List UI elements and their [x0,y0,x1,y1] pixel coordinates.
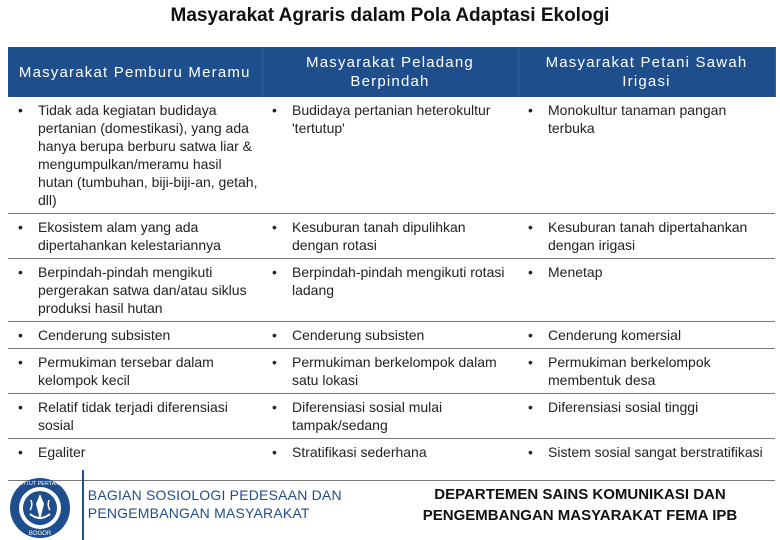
header-peladang-berpindah: Masyarakat Peladang Berpindah [262,47,518,97]
table-row [8,214,775,259]
ipb-seal-icon [0,470,82,540]
footer-divider [82,470,84,540]
svg-text:INSTITUT PERTANIAN: INSTITUT PERTANIAN [11,481,69,487]
table-cell: • Permukiman berkelompok dalam satu lokasi [266,353,514,389]
bullet-icon: • [18,354,23,370]
bullet-icon: • [18,264,23,280]
footer-department-text: BAGIAN SOSIOLOGI PEDESAAN DAN PENGEMBANGAN MASYARAKAT [87,487,342,521]
svg-text:BOGOR: BOGOR [28,531,52,537]
footer-faculty-text: DEPARTEMEN SAINS KOMUNIKASI DAN PENGEMBANGAN MASYARAKAT FEMA IPB [422,486,738,524]
page-title: Masyarakat Agraris dalam Pola Adaptasi Ekologi [170,5,610,26]
bullet-icon: • [528,327,533,343]
table-cell: • Diferensiasi sosial tinggi [522,398,771,416]
table-cell: • Kesuburan tanah dipulihkan dengan rotasi [266,218,514,254]
table-cell: • Berpindah-pindah mengikuti rotasi ladang [266,263,514,299]
bullet-icon: • [18,327,23,343]
bullet-icon: • [272,399,277,415]
bullet-icon: • [528,354,533,370]
table-header-row [8,47,775,97]
bullet-icon: • [528,399,533,415]
bullet-icon: • [272,102,277,118]
bullet-icon: • [18,219,23,235]
bullet-icon: • [272,327,277,343]
header-petani-sawah: Masyarakat Petani Sawah Irigasi [518,47,775,97]
table-cell: • Budidaya pertanian heterokultur 'tertutup' [266,101,514,137]
bullet-icon: • [528,102,533,118]
comparison-table [8,47,776,481]
table-cell: • Relatif tidak terjadi diferensiasi sosial [12,398,258,434]
table-cell: • Diferensiasi sosial mulai tampak/sedang [266,398,514,434]
table-row [8,259,775,322]
bullet-icon: • [528,264,533,280]
table-row [8,322,775,349]
bullet-icon: • [272,264,277,280]
table-cell: • Cenderung subsisten [12,326,258,344]
bullet-icon: • [18,444,23,460]
table-row [8,97,775,214]
table-cell: • Tidak ada kegiatan budidaya pertanian (domestikasi), yang ada hanya berupa berburu satwa liar & mengumpulkan/meramu hasil hutan (tumbuhan, biji-biji-an, getah, dll) [12,101,258,209]
table-cell: • Berpindah-pindah mengikuti pergerakan satwa dan/atau siklus produksi hasil hutan [12,263,258,317]
table-cell: • Monokultur tanaman pangan terbuka [522,101,771,137]
table-cell: • Egaliter [12,443,258,461]
table-row [8,349,775,394]
table-row [8,394,775,439]
table-cell: • Permukiman berkelompok membentuk desa [522,353,771,389]
bullet-icon: • [272,219,277,235]
table-cell: • Menetap [522,263,771,281]
table-cell: • Cenderung subsisten [266,326,514,344]
bullet-icon: • [528,219,533,235]
bullet-icon: • [272,354,277,370]
table-cell: • Permukiman tersebar dalam kelompok kecil [12,353,258,389]
bullet-icon: • [18,102,23,118]
table-cell: • Stratifikasi sederhana [266,443,514,461]
ipb-logo [0,470,82,540]
bullet-icon: • [272,444,277,460]
bullet-icon: • [18,399,23,415]
table-cell: • Cenderung komersial [522,326,771,344]
table-cell: • Kesuburan tanah dipertahankan dengan irigasi [522,218,771,254]
footer-left [0,470,372,540]
table-cell: • Ekosistem alam yang ada dipertahankan kelestariannya [12,218,258,254]
header-pemburu-meramu: Masyarakat Pemburu Meramu [8,47,262,97]
table-cell: • Sistem sosial sangat berstratifikasi [522,443,771,461]
bullet-icon: • [528,444,533,460]
